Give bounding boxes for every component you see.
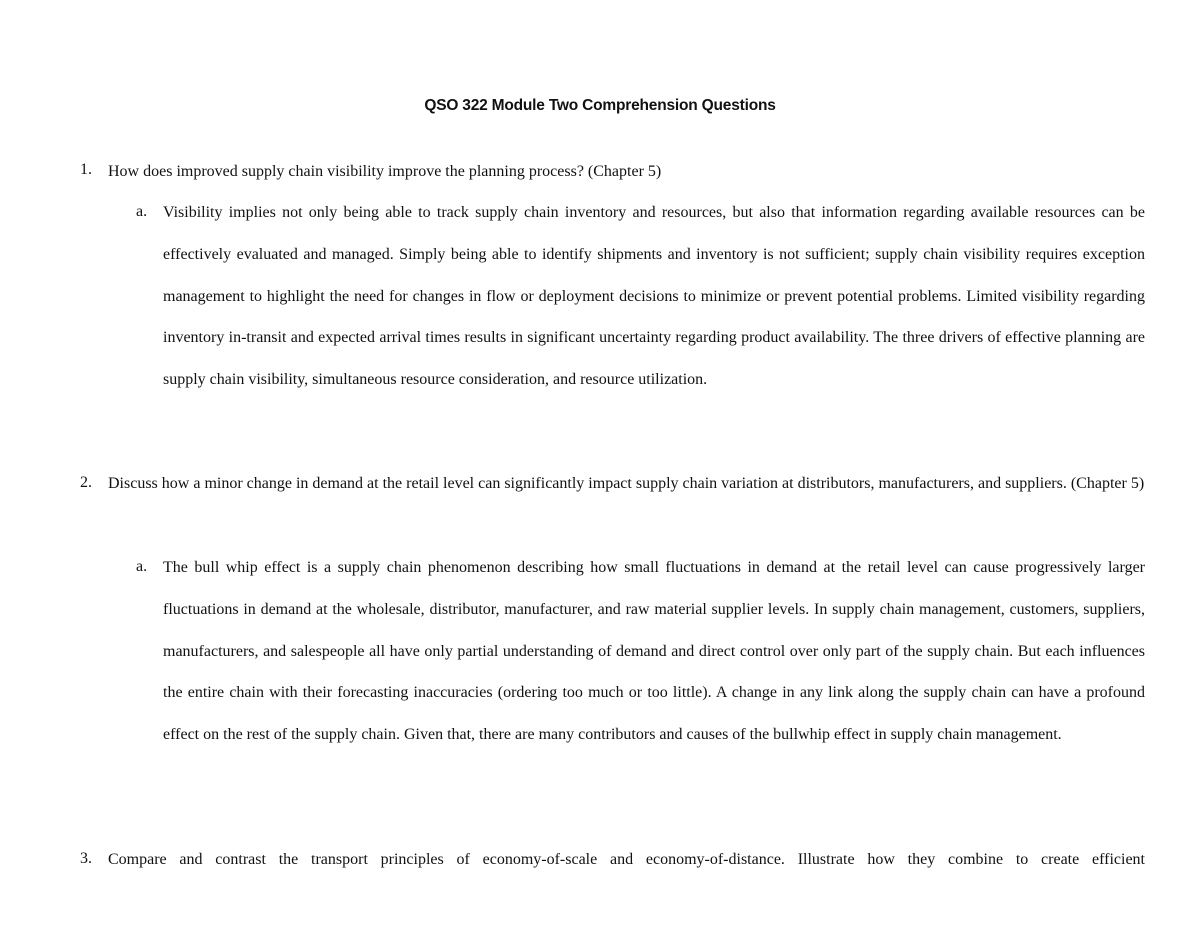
- question-2-text: Discuss how a minor change in demand at the retail level can significantly impact supply chain variation at distributors, manufacturers, and suppliers. (Chapter 5): [108, 475, 1145, 492]
- answer-2-text: The bull whip effect is a supply chain phenomenon describing how small fluctuations in demand at the retail level can cause progressively larger fluctuations in demand at the wholesale, distributor, manufacturer, and raw material supplier levels. In supply chain management, customers, suppliers, manufacturers, and salespeople all have only partial understanding of demand and direct control over only part of the supply chain. But each influences the entire chain with their forecasting inaccuracies (ordering too much or too little). A change in any link along the supply chain can have a profound effect on the rest of the supply chain. Given that, there are many contributors and causes of the bullwhip effect in supply chain management.: [163, 559, 1145, 744]
- answer-1-letter: a.: [136, 203, 148, 220]
- question-2-number: 2.: [80, 474, 92, 491]
- answer-2-letter: a.: [136, 558, 148, 575]
- document-title: QSO 322 Module Two Comprehension Questions: [424, 97, 776, 114]
- question-3-text: Compare and contrast the transport principles of economy-of-scale and economy-of-distance. Illustrate how they combine to create efficient: [108, 851, 1145, 868]
- answer-1-text: Visibility implies not only being able to track supply chain inventory and resources, but also that information regarding available resources can be effectively evaluated and managed. Simply being able to identify shipments and inventory is not sufficient; supply chain visibility requires exception management to highlight the need for changes in flow or deployment decisions to minimize or prevent potential problems. Limited visibility regarding inventory in-transit and expected arrival times results in significant uncertainty regarding product availability. The three drivers of effective planning are supply chain visibility, simultaneous resource consideration, and resource utilization.: [163, 204, 1145, 389]
- question-1-text: How does improved supply chain visibility improve the planning process? (Chapter 5): [108, 163, 662, 180]
- question-1-number: 1.: [80, 161, 92, 178]
- question-3-number: 3.: [80, 850, 92, 867]
